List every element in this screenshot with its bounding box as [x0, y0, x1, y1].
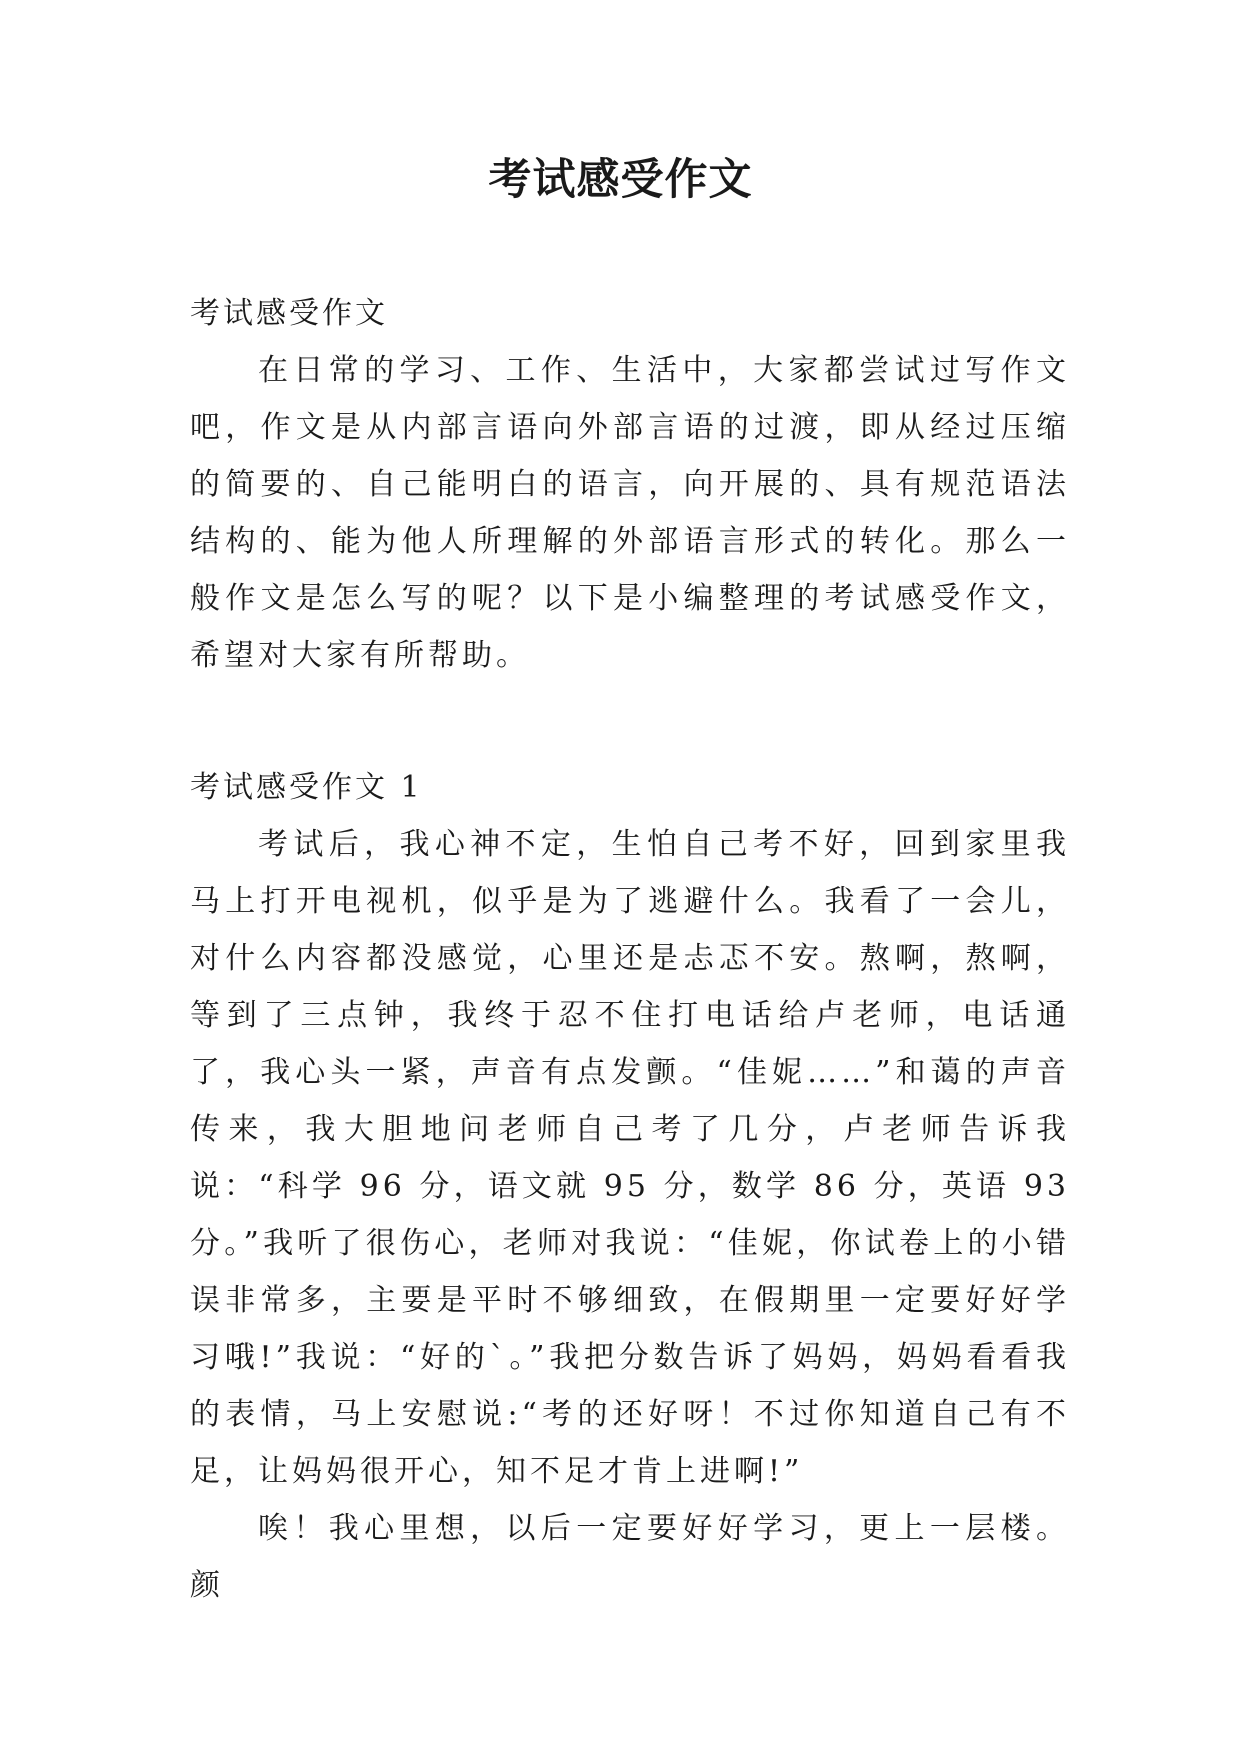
section-heading: 考试感受作文 1 — [190, 770, 423, 805]
intro-heading: 考试感受作文 — [190, 296, 388, 331]
section-spacer — [190, 684, 1070, 759]
document-body — [190, 285, 1070, 1614]
document-title: 考试感受作文 — [488, 155, 753, 205]
body-paragraph: 唉！我心里想，以后一定要好好学习，更上一层楼。颜 — [190, 1511, 1070, 1603]
body-paragraph: 考试后，我心神不定，生怕自己考不好，回到家里我马上打开电视机，似乎是为了逃避什么。我看了一会儿，对什么内容都没感觉，心里还是忐忑不安。熬啊，熬啊，等到了三点钟，我终于忍不住打电话给卢老师，电话通了，我心头一紧，声音有点发颤。“佳妮……”和蔼的声音传来，我大胆地问老师自己考了几分，卢老师告诉我说：“科学 96 分，语文就 95 分，数学 86 分，英语 93 分。”我听了很伤心，老师对我说：“佳妮，你试卷上的小错误非常多，主要是平时不够细致，在假期里一定要好好学习哦!”我说：“好的`。”我把分数告诉了妈妈，妈妈看看我的表情，马上安慰说:“考的还好呀！不过你知道自己有不足，让妈妈很开心，知不足才肯上进啊!” — [190, 827, 1070, 1489]
intro-paragraph: 在日常的学习、工作、生活中，大家都尝试过写作文吧，作文是从内部言语向外部言语的过渡，即从经过压缩的简要的、自己能明白的语言，向开展的、具有规范语法结构的、能为他人所理解的外部语言形式的转化。那么一般作文是怎么写的呢？以下是小编整理的考试感受作文，希望对大家有所帮助。 — [190, 353, 1070, 673]
